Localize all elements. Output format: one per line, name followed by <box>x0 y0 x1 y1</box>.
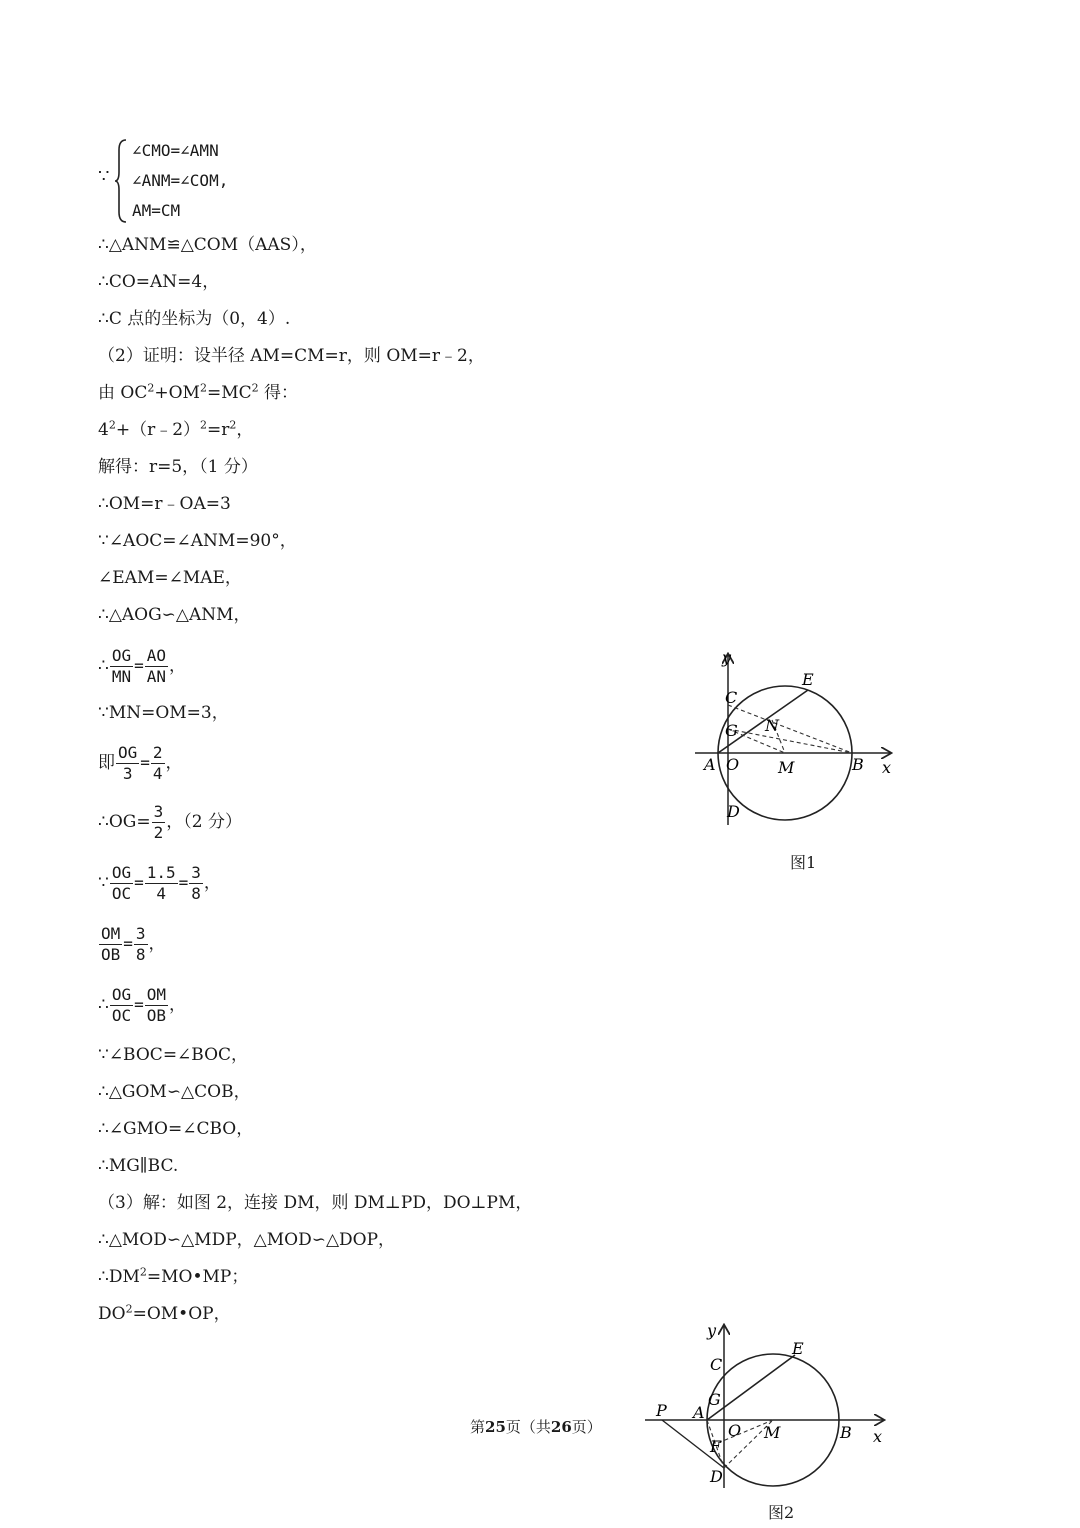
proof-line: ∴ $\frac{OG}{OC}$ = $\frac{OM}{OB}$ ， <box>98 985 186 1025</box>
footer-text: 页） <box>571 1418 602 1436</box>
left-brace <box>114 138 130 224</box>
dashed-CB <box>728 705 852 753</box>
label-E: E <box>802 670 814 689</box>
superscript: 2 <box>251 381 259 395</box>
system-row: AM=CM <box>132 201 181 220</box>
text-fragment: 4 <box>98 420 109 440</box>
proof-line: ∵∠AOC=∠ANM=90°， <box>98 531 297 551</box>
proof-line: ∴△ANM≌△COM（AAS）， <box>98 235 317 255</box>
text-fragment: +（r﹣2） <box>115 420 201 440</box>
text-fragment: =MC <box>206 383 252 403</box>
total-pages: 26 <box>550 1418 572 1436</box>
label-O: O <box>728 1421 742 1440</box>
fraction: $\frac{AO}{AN}$ <box>146 646 166 686</box>
proof-line: （2）证明：设半径 AM=CM=r，则 OM=r﹣2， <box>98 346 485 366</box>
label-P: P <box>656 1401 667 1420</box>
superscript: 2 <box>108 418 116 432</box>
proof-line: （3）解：如图 2，连接 DM，则 DM⊥PD，DO⊥PM， <box>98 1193 533 1213</box>
fraction: $\frac{OG}{OC}$ <box>111 863 132 903</box>
figure-1-caption: 图1 <box>790 853 817 872</box>
text-fragment: +OM <box>154 383 200 403</box>
superscript: 2 <box>199 381 207 395</box>
fraction: $\frac{OG}{3}$ <box>118 743 138 783</box>
proof-line: ∴C 点的坐标为（0，4）. <box>98 309 291 329</box>
page-footer <box>470 1416 602 1437</box>
superscript: 2 <box>125 1302 133 1316</box>
label-C: C <box>710 1355 723 1374</box>
label-y: y <box>707 1321 717 1340</box>
footer-text: 页（共 <box>505 1418 551 1436</box>
system-rows <box>132 136 228 226</box>
proof-line: ∴MG∥BC. <box>98 1156 179 1176</box>
text-fragment: =OM•OP， <box>132 1304 231 1324</box>
system-row: ∠CMO=∠AMN <box>132 141 219 160</box>
text-fragment: ， <box>236 420 254 440</box>
therefore-symbol: ∴ <box>98 656 109 676</box>
proof-line: ∴∠GMO=∠CBO， <box>98 1119 254 1139</box>
system-row: ∠ANM=∠COM, <box>132 171 229 190</box>
proof-line: 即 $\frac{OG}{3}$ = $\frac{2}{4}$ ， <box>98 743 183 783</box>
text-fragment: ，（2 分） <box>166 812 242 832</box>
figure-1-diagram <box>690 645 905 835</box>
label-B: B <box>840 1423 852 1442</box>
text-fragment: 即 <box>98 753 115 773</box>
proof-line <box>98 1302 231 1326</box>
label-M: M <box>764 1423 781 1442</box>
proof-line: $\frac{OM}{OB}$ = $\frac{3}{8}$ ， <box>101 924 166 964</box>
proof-line <box>98 797 242 847</box>
fraction: $\frac{OM}{OB}$ <box>146 985 166 1025</box>
fraction: $\frac{OG}{OC}$ <box>111 985 132 1025</box>
label-D: D <box>710 1467 723 1486</box>
label-B: B <box>852 755 864 774</box>
fraction: $\frac{OM}{OB}$ <box>101 924 121 964</box>
text-fragment: =MO•MP； <box>146 1267 249 1287</box>
text-fragment: 得： <box>258 383 299 403</box>
proof-line: ∴△MOD∽△MDP，△MOD∽△DOP， <box>98 1230 396 1250</box>
label-N: N <box>765 716 779 735</box>
label-G: G <box>725 721 738 740</box>
superscript: 2 <box>147 381 155 395</box>
fraction: $\frac{2}{4}$ <box>152 743 163 783</box>
because-symbol: ∵ <box>98 873 109 893</box>
fraction: $\frac{3}{8}$ <box>135 924 146 964</box>
fraction: $\frac{3}{8}$ <box>191 863 201 903</box>
label-D: D <box>727 802 740 821</box>
label-A: A <box>693 1403 705 1422</box>
text-fragment: 由 OC <box>98 383 148 403</box>
text-fragment: ∴DM <box>98 1267 140 1287</box>
proof-line: ∵MN=OM=3， <box>98 703 229 723</box>
proof-line: ∠EAM=∠MAE， <box>98 568 242 588</box>
page-number: 25 <box>485 1418 506 1436</box>
superscript: 2 <box>229 418 237 432</box>
fraction: $\frac{1.5}{4}$ <box>146 863 176 903</box>
fraction: $\frac{OG}{MN}$ <box>111 646 132 686</box>
label-C: C <box>725 688 738 707</box>
proof-line <box>98 381 298 405</box>
figure-2-caption: 图2 <box>768 1503 795 1522</box>
label-E: E <box>792 1339 804 1358</box>
proof-line: 解得：r=5，（1 分） <box>98 457 258 477</box>
label-A: A <box>704 755 716 774</box>
text-fragment: ∴OG= <box>98 812 151 832</box>
proof-line: ∴△GOM∽△COB， <box>98 1082 251 1102</box>
label-y: y <box>722 648 732 667</box>
proof-line <box>98 1265 248 1289</box>
proof-line: ∵∠BOC=∠BOC， <box>98 1045 249 1065</box>
label-M: M <box>778 758 795 777</box>
figure-2-diagram <box>640 1318 895 1493</box>
label-x: x <box>873 1427 883 1446</box>
label-F: F <box>710 1437 722 1456</box>
therefore-symbol: ∴ <box>98 995 109 1015</box>
fraction: $\frac{3}{2}$ <box>153 802 164 842</box>
proof-line <box>98 418 253 442</box>
label-O: O <box>726 755 740 774</box>
label-G: G <box>708 1390 721 1409</box>
because-symbol: ∵ <box>98 166 110 187</box>
text-fragment: DO <box>98 1304 126 1324</box>
proof-line: ∴OM=r﹣OA=3 <box>98 494 231 514</box>
proof-line: ∴ $\frac{OG}{MN}$ = $\frac{AO}{AN}$ ， <box>98 646 186 686</box>
proof-line: ∵ $\frac{OG}{OC}$ = $\frac{1.5}{4}$ = $\frac{3}{8}$ ， <box>98 863 221 903</box>
label-x: x <box>882 758 892 777</box>
superscript: 2 <box>200 418 208 432</box>
footer-text: 第 <box>470 1418 486 1436</box>
superscript: 2 <box>139 1265 147 1279</box>
text-fragment: =r <box>207 420 230 440</box>
proof-line: ∴CO=AN=4， <box>98 272 220 292</box>
proof-line: ∴△AOG∽△ANM， <box>98 605 251 625</box>
